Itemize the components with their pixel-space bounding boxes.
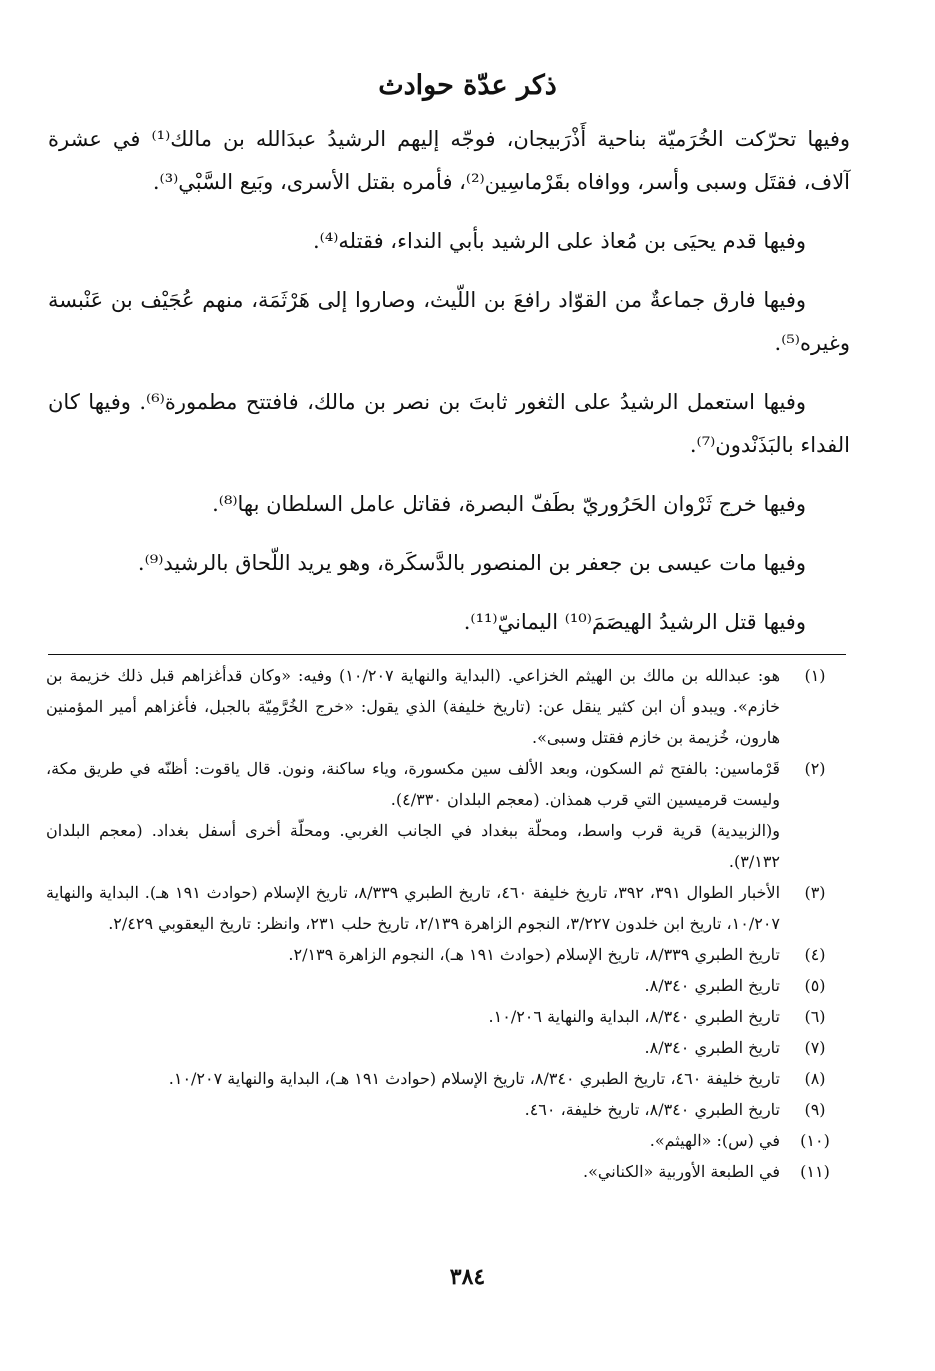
footnotes (46, 660, 850, 1187)
paragraph: وفيها فارق جماعةٌ من القوّاد رافعَ بن اللّيث، وصاروا إلى هَرْثَمَة، منهم عُجَيْف بن عَنْبسة وغيره⁽⁵⁾. (48, 288, 850, 355)
footnote-text: في (س): «الهيثم». (649, 1131, 780, 1150)
footnote (46, 660, 850, 753)
footnote-number: (٤) (804, 945, 826, 964)
footnote-number: (٨) (804, 1069, 826, 1088)
footnote-text: تاريخ خليفة ٤٦٠، تاريخ الطبري ٨/٣٤٠، تاريخ الإسلام (حوادث ١٩١ هـ)، البداية والنهاية ١٠/٢٠٧. (168, 1069, 780, 1088)
footnote-number: (٥) (804, 976, 826, 995)
paragraph: وفيها مات عيسى بن جعفر بن المنصور بالدَّسكَرة، وهو يريد اللّحاق بالرشيد⁽⁹⁾. (137, 551, 806, 575)
footnote-number: (٦) (804, 1007, 826, 1026)
footnote-number: (٢) (804, 759, 826, 778)
footnote-number: (١٠) (800, 1131, 830, 1150)
footnote-text: و(الزبيدية) قرية قرب واسط، ومحلّة ببغداد في الجانب الغربي. ومحلّة أخرى أسفل بغداد. (معجم البلدان ٣/١٣٢). (46, 821, 780, 871)
footnote-text: الأخبار الطوال ٣٩١، ٣٩٢، تاريخ خليفة ٤٦٠، تاريخ الطبري ٨/٣٣٩، تاريخ الإسلام (حوادث ١٩١ هـ). البداية والنهاية ١٠/٢٠٧، تاريخ ابن خلدون ٣/٢٢٧، النجوم الزاهرة ٢/١٣٩، تاريخ حلب ٢٣١، وانظر: تاريخ اليعقوبي ٢/٤٢٩. (46, 883, 781, 933)
main-text (48, 118, 850, 660)
paragraph: وفيها قدم يحيَى بن مُعاذ على الرشيد بأبي النداء، فقتله⁽⁴⁾. (312, 229, 806, 253)
paragraph: وفيها استعمل الرشيدُ على الثغور ثابتَ بن نصر بن مالك، فافتتح مطمورة⁽⁶⁾. وفيها كان الفداء بالبَذَنْدون⁽⁷⁾. (48, 390, 850, 457)
footnote-text: تاريخ الطبري ٨/٣٤٠، البداية والنهاية ١٠/٢٠٦. (488, 1007, 780, 1026)
footnote (46, 1094, 850, 1125)
footnote (46, 1125, 850, 1156)
page-number: ٣٨٤ (449, 1264, 486, 1290)
footnote-number: (١١) (800, 1162, 830, 1181)
footnote-number: (٧) (804, 1038, 826, 1057)
footnote (46, 1156, 850, 1187)
paragraph: وفيها قتل الرشيدُ الهيصَمَ⁽¹⁰⁾ اليمانيّ⁽¹¹⁾. (463, 610, 806, 634)
paragraph: وفيها خرج ثَرْوان الحَرُوريّ بطَفّ البصرة، فقاتل عامل السلطان بها⁽⁸⁾. (212, 492, 806, 516)
footnote (46, 1001, 850, 1032)
footnote (46, 1063, 850, 1094)
footnote (46, 1032, 850, 1063)
footnote-text: تاريخ الطبري ٨/٣٤٠، تاريخ خليفة، ٤٦٠. (524, 1100, 780, 1119)
footnote (46, 970, 850, 1001)
footnote (46, 753, 850, 877)
footnote-text: في الطبعة الأوربية «الكناني». (582, 1162, 780, 1181)
footnote-number: (٩) (804, 1100, 826, 1119)
footnote-text: هو: عبدالله بن مالك بن الهيثم الخزاعي. (البداية والنهاية ١٠/٢٠٧) وفيه: «وكان قدأغزاهم قبل ذلك خزيمة بن خازم». ويبدو أن ابن كثير ينقل عن: (تاريخ خليفة) الذي يقول: «خرج الخُرَّمِيّة بالجبل، فأغزاهم أمير المؤمنين هارون، خُزيمة بن خازم فقتل وسبى». (46, 666, 781, 747)
paragraph: وفيها تحرّكت الخُرَميّة بناحية أَذْرَبيجان، فوجّه إليهم الرشيدُ عبدَالله بن مالك⁽¹⁾ في عشرة آلاف، فقتَل وسبى وأسر، ووافاه بقَرْماسِين⁽²⁾، فأمره بقتل الأسرى، وبَيع السَّبْي⁽³⁾. (48, 127, 851, 194)
section-title: ذكر عدّة حوادث (378, 70, 557, 101)
footnote-number: (١) (804, 666, 826, 685)
footnote-text: تاريخ الطبري ٨/٣٤٠. (644, 1038, 780, 1057)
footnote-number: (٣) (804, 883, 826, 902)
footnote (46, 939, 850, 970)
footnote (46, 877, 850, 939)
footnote-text: تاريخ الطبري ٨/٣٣٩، تاريخ الإسلام (حوادث ١٩١ هـ)، النجوم الزاهرة ٢/١٣٩. (288, 945, 780, 964)
footnote-divider (48, 654, 846, 655)
footnote-text: تاريخ الطبري ٨/٣٤٠. (644, 976, 780, 995)
footnote-text: قَرْماسين: بالفتح ثم السكون، وبعد الألف سين مكسورة، وياء ساكنة، ونون. قال ياقوت: أظنّه في طريق مكة، وليست قرميسين التي قرب همذان. (معجم البلدان ٤/٣٣٠). (46, 759, 780, 809)
